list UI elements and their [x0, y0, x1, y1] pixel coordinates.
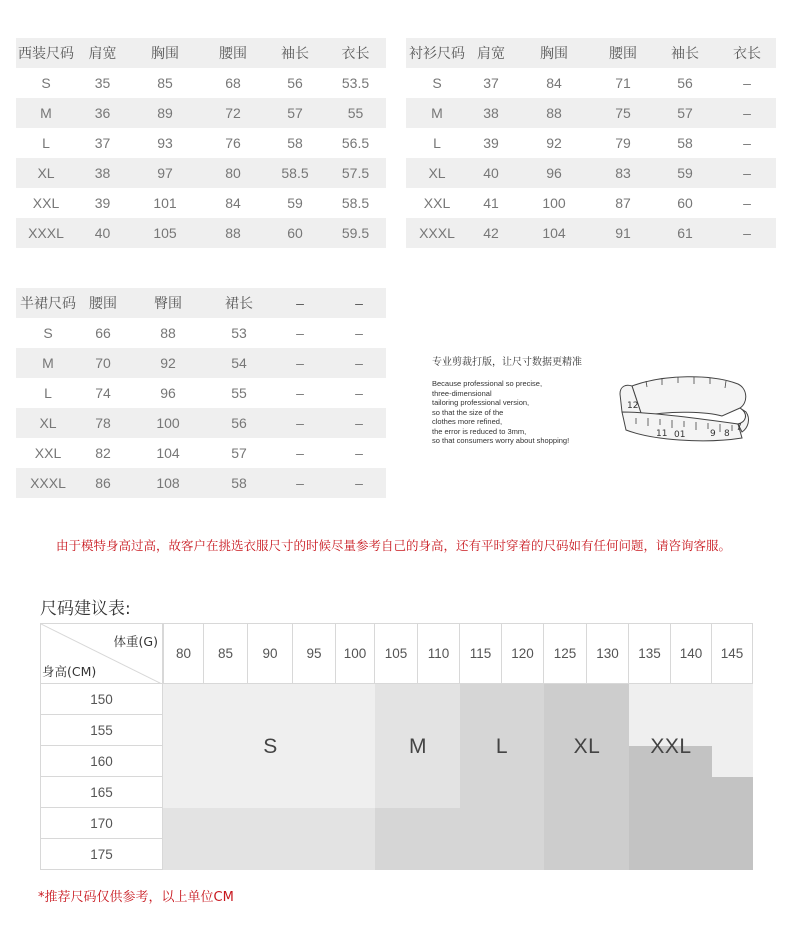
table-cell: 66: [80, 318, 126, 348]
weight-header-cell: 95: [293, 623, 336, 684]
table-cell: –: [718, 98, 776, 128]
table-cell: –: [332, 438, 386, 468]
table-header-row: [406, 38, 776, 68]
table-row: [16, 408, 386, 438]
table-cell: 74: [80, 378, 126, 408]
table-cell: 57: [210, 438, 268, 468]
table-cell: 35: [76, 68, 129, 98]
table-cell: M: [16, 98, 76, 128]
table-cell: 37: [468, 68, 514, 98]
skirt-size-table-body: [16, 288, 386, 498]
svg-text:12: 12: [627, 401, 639, 411]
height-row-cell: 165: [40, 777, 163, 808]
suit-size-table: [16, 38, 386, 248]
table-cell: 57: [265, 98, 325, 128]
table-row: [16, 98, 386, 128]
table-cell: 100: [126, 408, 210, 438]
size-recommendation-chart: [40, 623, 751, 871]
weight-header-cell: 145: [712, 623, 753, 684]
svg-text:01: 01: [674, 430, 686, 440]
table-cell: 84: [201, 188, 265, 218]
chart-corner-header: [40, 623, 163, 684]
table-header-cell: 胸围: [514, 38, 594, 68]
table-cell: 72: [201, 98, 265, 128]
weight-header-cell: 105: [375, 623, 418, 684]
height-axis-label: 身高(CM): [42, 664, 97, 679]
table-cell: 39: [468, 128, 514, 158]
table-cell: 56: [652, 68, 718, 98]
table-header-cell: –: [268, 288, 332, 318]
tape-title: 专业剪裁打版，让尺寸数据更精准: [432, 357, 582, 368]
table-cell: 58.5: [265, 158, 325, 188]
table-cell: 82: [80, 438, 126, 468]
table-cell: –: [268, 378, 332, 408]
weight-header-cell: 125: [544, 623, 587, 684]
table-cell: –: [268, 408, 332, 438]
weight-axis-label: 体重(G): [113, 634, 158, 649]
size-zone-xxl-edge: [712, 777, 753, 808]
weight-header-cell: 85: [204, 623, 248, 684]
svg-text:8: 8: [724, 429, 730, 439]
table-cell: XXL: [406, 188, 468, 218]
tape-line: the error is reduced to 3mm,: [432, 426, 527, 436]
skirt-size-table: [16, 288, 386, 498]
table-cell: 70: [80, 348, 126, 378]
weight-header-cell: 130: [587, 623, 629, 684]
table-header-cell: 半裙尺码: [16, 288, 80, 318]
table-cell: 42: [468, 218, 514, 248]
table-cell: 88: [126, 318, 210, 348]
table-header-row: [16, 288, 386, 318]
table-cell: 97: [129, 158, 201, 188]
table-row: [406, 98, 776, 128]
table-row: [406, 158, 776, 188]
table-row: [406, 128, 776, 158]
table-cell: S: [16, 68, 76, 98]
table-cell: 36: [76, 98, 129, 128]
weight-header-cell: 110: [418, 623, 460, 684]
tape-line: three-dimensional: [432, 388, 492, 398]
table-cell: XL: [16, 158, 76, 188]
table-cell: 60: [265, 218, 325, 248]
table-header-cell: 肩宽: [76, 38, 129, 68]
tape-line: tailoring professional version,: [432, 398, 530, 407]
suit-size-table-body: [16, 38, 386, 248]
table-cell: –: [718, 128, 776, 158]
table-cell: L: [406, 128, 468, 158]
table-cell: XXXL: [406, 218, 468, 248]
table-cell: 56: [210, 408, 268, 438]
table-cell: 83: [594, 158, 652, 188]
table-cell: 41: [468, 188, 514, 218]
table-cell: 71: [594, 68, 652, 98]
table-cell: 57: [652, 98, 718, 128]
table-cell: 60: [652, 188, 718, 218]
table-cell: 92: [514, 128, 594, 158]
table-row: [16, 68, 386, 98]
table-cell: 68: [201, 68, 265, 98]
table-cell: 76: [201, 128, 265, 158]
table-cell: 88: [201, 218, 265, 248]
table-row: [16, 188, 386, 218]
table-cell: L: [16, 128, 76, 158]
table-header-cell: 臀围: [126, 288, 210, 318]
table-cell: 55: [210, 378, 268, 408]
table-cell: –: [332, 348, 386, 378]
table-cell: 59: [652, 158, 718, 188]
table-cell: L: [16, 378, 80, 408]
table-row: [16, 438, 386, 468]
height-row-cell: 160: [40, 746, 163, 777]
table-cell: 58: [210, 468, 268, 498]
table-header-cell: 衣长: [718, 38, 776, 68]
table-cell: XL: [406, 158, 468, 188]
table-cell: 58: [265, 128, 325, 158]
table-row: [16, 128, 386, 158]
table-cell: 56: [265, 68, 325, 98]
table-header-cell: 西装尺码: [16, 38, 76, 68]
table-cell: 91: [594, 218, 652, 248]
table-cell: 93: [129, 128, 201, 158]
table-cell: 40: [468, 158, 514, 188]
size-zone-m-tall: [375, 808, 502, 870]
weight-header-cell: 135: [629, 623, 671, 684]
table-cell: 78: [80, 408, 126, 438]
table-cell: S: [406, 68, 468, 98]
table-row: [16, 218, 386, 248]
size-label: XXL: [650, 735, 692, 758]
table-cell: 79: [594, 128, 652, 158]
table-cell: –: [718, 68, 776, 98]
table-cell: 88: [514, 98, 594, 128]
table-cell: 105: [129, 218, 201, 248]
table-cell: 59.5: [325, 218, 386, 248]
table-header-cell: 裙长: [210, 288, 268, 318]
table-header-cell: 腰围: [80, 288, 126, 318]
table-cell: XXL: [16, 438, 80, 468]
table-cell: –: [268, 318, 332, 348]
table-cell: M: [16, 348, 80, 378]
svg-text:9: 9: [710, 429, 716, 439]
weight-header-cell: 115: [460, 623, 502, 684]
tape-description: [432, 379, 622, 446]
table-cell: 75: [594, 98, 652, 128]
table-header-row: [16, 38, 386, 68]
table-header-cell: 衬衫尺码: [406, 38, 468, 68]
size-recommendation-title: 尺码建议表:: [40, 599, 131, 619]
table-cell: M: [406, 98, 468, 128]
table-cell: 89: [129, 98, 201, 128]
table-header-cell: 衣长: [325, 38, 386, 68]
table-cell: –: [332, 378, 386, 408]
size-zone-xxl-tall: [629, 808, 753, 870]
model-height-notice: 由于模特身高过高，故客户在挑选衣服尺寸的时候尽量参考自己的身高，还有平时穿着的尺码如有任何问题，请咨询客服。: [56, 538, 732, 553]
table-header-cell: 袖长: [652, 38, 718, 68]
size-label: M: [409, 735, 427, 758]
size-label: S: [263, 735, 278, 758]
tape-line: Because professional so precise,: [432, 379, 543, 388]
table-cell: 100: [514, 188, 594, 218]
size-label: XL: [573, 735, 601, 758]
table-cell: 84: [514, 68, 594, 98]
table-cell: –: [332, 468, 386, 498]
table-cell: 53: [210, 318, 268, 348]
table-header-cell: 腰围: [201, 38, 265, 68]
height-row-cell: 170: [40, 808, 163, 839]
table-header-cell: 肩宽: [468, 38, 514, 68]
table-cell: S: [16, 318, 80, 348]
table-row: [406, 188, 776, 218]
table-cell: –: [268, 438, 332, 468]
table-cell: 108: [126, 468, 210, 498]
table-cell: 101: [129, 188, 201, 218]
table-cell: 104: [514, 218, 594, 248]
table-row: [16, 158, 386, 188]
size-zone-l-tall: [502, 808, 544, 870]
table-row: [16, 378, 386, 408]
table-cell: 38: [76, 158, 129, 188]
table-cell: 38: [468, 98, 514, 128]
table-cell: XXXL: [16, 218, 76, 248]
measuring-tape-icon: [612, 372, 752, 452]
table-row: [406, 68, 776, 98]
height-row-cell: 175: [40, 839, 163, 870]
table-cell: 58.5: [325, 188, 386, 218]
table-cell: 96: [126, 378, 210, 408]
weight-header-cell: 140: [671, 623, 712, 684]
table-cell: –: [268, 348, 332, 378]
table-cell: XL: [16, 408, 80, 438]
size-zone-xl: [544, 684, 629, 870]
table-cell: 59: [265, 188, 325, 218]
table-cell: –: [268, 468, 332, 498]
size-zone-s-tall: [163, 808, 375, 870]
table-cell: –: [718, 158, 776, 188]
table-cell: 92: [126, 348, 210, 378]
svg-text:7: 7: [736, 423, 742, 433]
tape-line: so that the size of the: [432, 407, 504, 417]
weight-header-cell: 90: [248, 623, 293, 684]
table-cell: 87: [594, 188, 652, 218]
height-row-cell: 150: [40, 684, 163, 715]
table-row: [16, 318, 386, 348]
shirt-size-table-body: [406, 38, 776, 248]
table-cell: 58: [652, 128, 718, 158]
table-cell: 39: [76, 188, 129, 218]
size-zone-edge: [712, 746, 753, 777]
footnote: *推荐尺码仅供参考，以上单位CM: [38, 890, 234, 905]
table-header-cell: 腰围: [594, 38, 652, 68]
table-cell: –: [718, 188, 776, 218]
weight-header-cell: 120: [502, 623, 544, 684]
table-cell: 104: [126, 438, 210, 468]
table-cell: XXL: [16, 188, 76, 218]
table-header-cell: 胸围: [129, 38, 201, 68]
table-cell: 37: [76, 128, 129, 158]
table-cell: –: [332, 408, 386, 438]
svg-text:11: 11: [656, 429, 668, 439]
table-cell: 53.5: [325, 68, 386, 98]
weight-header-cell: 100: [336, 623, 375, 684]
table-cell: –: [718, 218, 776, 248]
tape-line: so that consumers worry about shopping!: [432, 436, 570, 445]
shirt-size-table: [406, 38, 776, 248]
table-cell: 40: [76, 218, 129, 248]
table-header-cell: –: [332, 288, 386, 318]
table-cell: 57.5: [325, 158, 386, 188]
table-cell: 85: [129, 68, 201, 98]
weight-header-cell: 80: [163, 623, 204, 684]
table-cell: –: [332, 318, 386, 348]
table-cell: 56.5: [325, 128, 386, 158]
height-row-cell: 155: [40, 715, 163, 746]
table-row: [16, 348, 386, 378]
table-cell: 80: [201, 158, 265, 188]
tape-line: clothes more refined,: [432, 417, 503, 426]
table-row: [406, 218, 776, 248]
table-cell: 55: [325, 98, 386, 128]
table-cell: 54: [210, 348, 268, 378]
table-cell: 61: [652, 218, 718, 248]
table-cell: 86: [80, 468, 126, 498]
table-cell: XXXL: [16, 468, 80, 498]
table-row: [16, 468, 386, 498]
table-header-cell: 袖长: [265, 38, 325, 68]
table-cell: 96: [514, 158, 594, 188]
size-label: L: [495, 735, 509, 758]
